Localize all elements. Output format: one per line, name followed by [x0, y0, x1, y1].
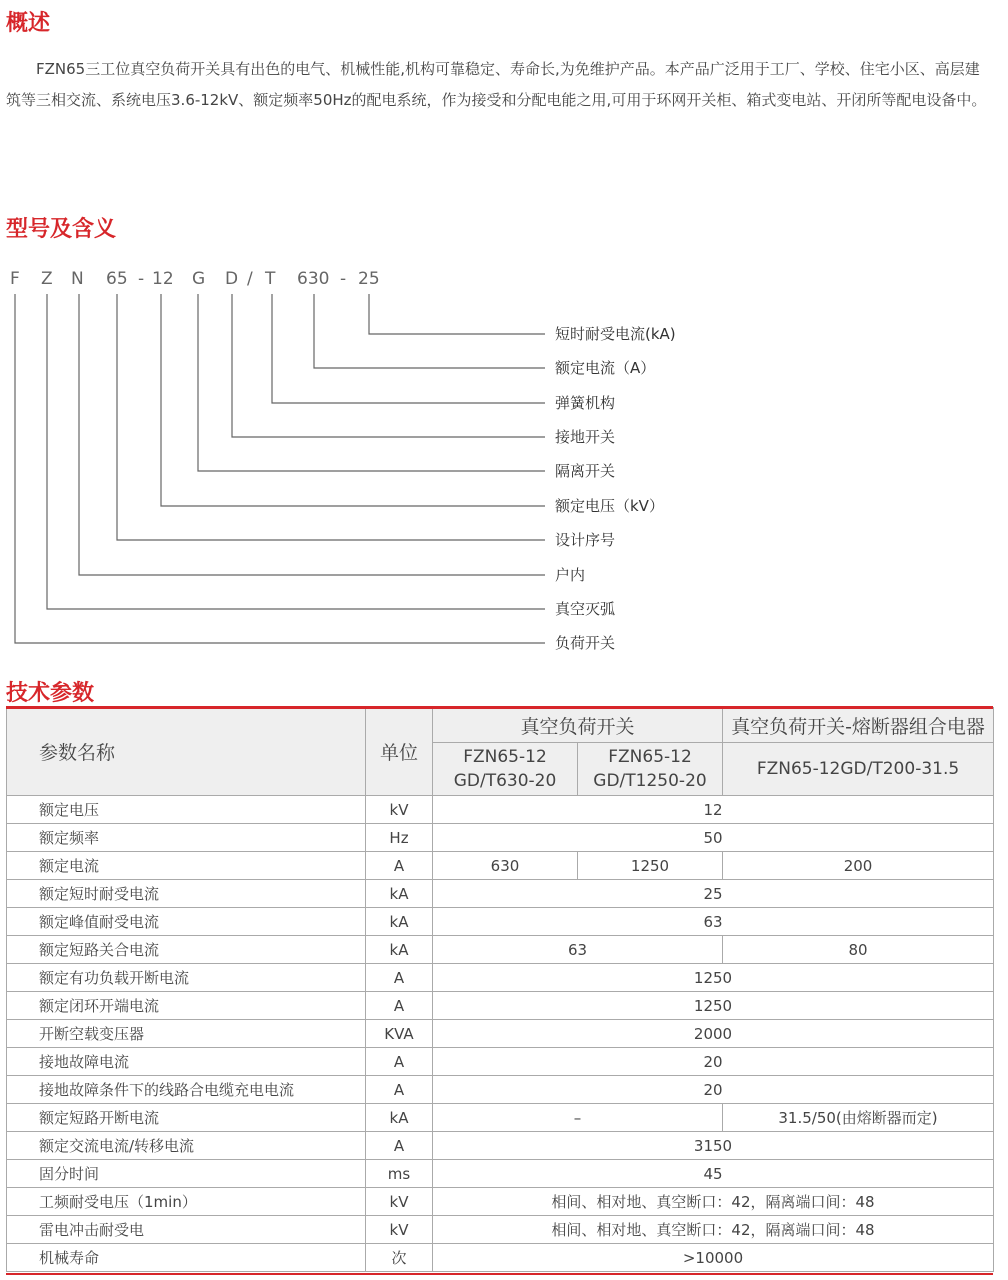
param-name: 额定峰值耐受电流: [7, 908, 366, 936]
code-z: Z: [41, 269, 53, 289]
table-row: [7, 852, 994, 880]
meaning-label: 户内: [555, 566, 586, 584]
table-row: [7, 1160, 994, 1188]
header-model-1: FZN65-12 GD/T630-20: [433, 743, 578, 796]
param-unit: kA: [366, 880, 433, 908]
param-value: 3150: [433, 1132, 994, 1160]
param-unit: kA: [366, 908, 433, 936]
code-g: G: [192, 269, 206, 289]
param-unit: KVA: [366, 1020, 433, 1048]
code-dash-2: -: [340, 269, 347, 289]
table-row: [7, 880, 994, 908]
param-unit: 次: [366, 1244, 433, 1272]
param-unit: A: [366, 1048, 433, 1076]
meaning-label: 弹簧机构: [555, 394, 616, 412]
param-unit: kV: [366, 796, 433, 824]
param-name: 开断空载变压器: [7, 1020, 366, 1048]
param-value: 20: [433, 1076, 994, 1104]
param-value: 200: [723, 852, 994, 880]
leader-line-65: [117, 294, 545, 540]
leader-line-12: [161, 294, 545, 506]
param-unit: kV: [366, 1216, 433, 1244]
param-unit: kA: [366, 936, 433, 964]
code-dash-1: -: [138, 269, 145, 289]
param-value: –: [433, 1104, 723, 1132]
param-name: 额定频率: [7, 824, 366, 852]
param-name: 额定短时耐受电流: [7, 880, 366, 908]
param-value: 50: [433, 824, 994, 852]
code-65: 65: [106, 269, 128, 289]
table-row: [7, 1216, 994, 1244]
param-name: 机械寿命: [7, 1244, 366, 1272]
code-n: N: [71, 269, 84, 289]
table-row: [7, 796, 994, 824]
param-name: 额定交流电流/转移电流: [7, 1132, 366, 1160]
param-value: 2000: [433, 1020, 994, 1048]
param-unit: A: [366, 1132, 433, 1160]
param-value: 相间、相对地、真空断口：42，隔离端口间：48: [433, 1188, 994, 1216]
table-row: [7, 1076, 994, 1104]
param-unit: A: [366, 992, 433, 1020]
header-param-name: 参数名称: [7, 708, 366, 796]
model-heading: 型号及含义: [6, 217, 117, 242]
meaning-label: 负荷开关: [555, 634, 616, 652]
meaning-label: 接地开关: [555, 428, 616, 446]
table-row: [7, 1244, 994, 1272]
overview-heading: 概述: [6, 11, 51, 36]
param-value: 20: [433, 1048, 994, 1076]
table-bottom-rule: [6, 1273, 993, 1275]
param-name: 固分时间: [7, 1160, 366, 1188]
param-value: 31.5/50(由熔断器而定): [723, 1104, 994, 1132]
leader-line-630: [314, 294, 545, 368]
leader-line-z: [47, 294, 545, 609]
param-value: 45: [433, 1160, 994, 1188]
code-630: 630: [297, 269, 330, 289]
param-value: 相间、相对地、真空断口：42，隔离端口间：48: [433, 1216, 994, 1244]
table-row: [7, 1104, 994, 1132]
param-unit: A: [366, 964, 433, 992]
param-name: 额定电压: [7, 796, 366, 824]
param-value: 63: [433, 936, 723, 964]
table-row: [7, 908, 994, 936]
table-row: [7, 1188, 994, 1216]
param-name: 工频耐受电压（1min）: [7, 1188, 366, 1216]
table-row: [7, 1020, 994, 1048]
meaning-label: 额定电压（kV）: [555, 497, 664, 515]
code-t: T: [265, 269, 276, 289]
tech-heading: 技术参数: [6, 681, 95, 706]
leader-line-f: [15, 294, 545, 643]
table-row: [7, 1048, 994, 1076]
leader-line-25: [369, 294, 545, 334]
meaning-label: 额定电流（A）: [555, 359, 656, 377]
code-12: 12: [152, 269, 174, 289]
param-unit: A: [366, 852, 433, 880]
table-top-rule: [6, 706, 993, 709]
param-value: 1250: [578, 852, 723, 880]
header-model-3: FZN65-12GD/T200-31.5: [723, 743, 994, 796]
param-unit: ms: [366, 1160, 433, 1188]
param-value: >10000: [433, 1244, 994, 1272]
param-name: 额定闭环开端电流: [7, 992, 366, 1020]
param-name: 雷电冲击耐受电: [7, 1216, 366, 1244]
table-row: [7, 1132, 994, 1160]
overview-paragraph: FZN65三工位真空负荷开关具有出色的电气、机械性能,机构可靠稳定、寿命长,为免维护产品。本产品广泛用于工厂、学校、住宅小区、高层建筑等三相交流、系统电压3.6-12kV、额定频率50Hz的配电系统，作为接受和分配电能之用,可用于环网开关柜、箱式变电站、开闭所等配电设备中。: [6, 60, 987, 109]
table-row: [7, 936, 994, 964]
param-name: 额定短路开断电流: [7, 1104, 366, 1132]
param-value: 1250: [433, 964, 994, 992]
param-name: 额定有功负载开断电流: [7, 964, 366, 992]
param-unit: kV: [366, 1188, 433, 1216]
header-unit: 单位: [366, 708, 433, 796]
code-25: 25: [358, 269, 380, 289]
model-code-diagram: [0, 258, 720, 658]
param-value: 63: [433, 908, 994, 936]
tech-params-table: [6, 707, 994, 1272]
param-value: 12: [433, 796, 994, 824]
code-slash: /: [247, 269, 253, 289]
leader-line-d: [232, 294, 545, 437]
param-value: 80: [723, 936, 994, 964]
param-unit: Hz: [366, 824, 433, 852]
leader-line-n: [79, 294, 545, 575]
param-unit: kA: [366, 1104, 433, 1132]
meaning-label: 隔离开关: [555, 462, 616, 480]
table-row: [7, 824, 994, 852]
param-name: 接地故障条件下的线路合电缆充电电流: [7, 1076, 366, 1104]
param-value: 1250: [433, 992, 994, 1020]
header-model-2: FZN65-12 GD/T1250-20: [578, 743, 723, 796]
table-row: [7, 964, 994, 992]
code-d: D: [225, 269, 239, 289]
param-unit: A: [366, 1076, 433, 1104]
param-value: 630: [433, 852, 578, 880]
param-name: 额定电流: [7, 852, 366, 880]
meaning-label: 设计序号: [555, 531, 616, 549]
leader-line-g: [198, 294, 545, 471]
param-name: 接地故障电流: [7, 1048, 366, 1076]
code-f: F: [10, 269, 20, 289]
table-row: [7, 992, 994, 1020]
leader-line-t: [272, 294, 545, 403]
meaning-label: 短时耐受电流(kA): [555, 325, 676, 343]
param-value: 25: [433, 880, 994, 908]
meaning-label: 真空灭弧: [555, 600, 616, 618]
header-group-combination: 真空负荷开关-熔断器组合电器: [723, 708, 994, 743]
header-group-load-switch: 真空负荷开关: [433, 708, 723, 743]
param-name: 额定短路关合电流: [7, 936, 366, 964]
